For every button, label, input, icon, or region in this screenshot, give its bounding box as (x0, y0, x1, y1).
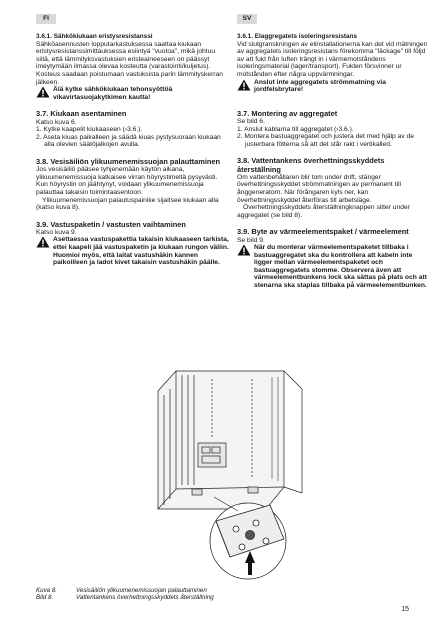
warning-note (36, 86, 229, 101)
section-body: Ylikuumenemissuojan palautuspainike sijaitsee kiukaan alla (katso kuva 8). (36, 196, 219, 212)
warning-text: Asettaessa vastuspakettia takaisin kiukaaseen tarkista, ettei kaapeli jää vastuspaketin ja kiukaan rungon väliin. Huomioi myös, että laitat vastushäkin kannen paikoilleen ja ladot kivet takaisin vastushäkin päälle. (53, 236, 229, 267)
section-body: Sähköasennusten lopputarkastuksessa saattaa kiukaan eristysresistanssimittauksessa esiintyä "vuotoa", mikä johtuu siitä, että lämmityksvastuksien eristeaineeseen on päässyt imeytymään ilmassa olevaa kosteutta (varastointi/kuljetus). Kosteus saadaan poistumaan vastuksista parin lämmityskerran jälkeen. (36, 40, 223, 86)
caption-text: Vesisäiliön ylikuumenemissuojan palauttaminen (76, 587, 207, 594)
section-body: Jos vesisäiliö pääsee tyhjenemään käytön aikana, ylikuumenemissuoja katkaisee virran höyrystimeltä pysyvästi. Kun höyrystin on jäähtynyt, voidaan ylikuumenemissuoja palauttaa takaisin toimintaasentoon. (36, 166, 218, 196)
section-title: 3.7. Montering av aggregatet (237, 108, 338, 118)
reset-button-icon (246, 531, 255, 540)
section-fi-3-7 (36, 110, 229, 149)
column-sv (237, 33, 430, 290)
warning-text: Anslut inte aggregatets strömmatning via jordfelsbrytare! (254, 78, 386, 94)
section-sv-3-7 (237, 110, 430, 149)
section-title: 3.9. Byte av värmeelementspaket / värmeelement (237, 227, 409, 237)
lang-tab-fi: FI (36, 14, 56, 24)
warning-note (36, 236, 229, 266)
list-item: 1. Anslut kablarna till aggregatet (›3.6.). (237, 125, 354, 133)
column-fi (36, 33, 229, 267)
list-item: 1. Kytke kaapelit kiukaaseen (›3.6.). (36, 126, 143, 134)
warning-note (237, 244, 430, 290)
list-item: 2. Montera bastuaggregatet och justera det med hjälp av de justerbara fötterna så att det står rakt i vertikalled. (237, 133, 414, 148)
list-item: 2. Aseta kiuas paikalleen ja säädä kiuas pystysuoraan kiukaan alla olevien säätöjalkojen avulla. (36, 133, 221, 149)
section-sv-3-6-1 (237, 33, 430, 94)
section-fi-3-9 (36, 221, 229, 267)
warning-icon (237, 244, 251, 256)
section-body: Se bild 9. (237, 236, 265, 244)
caption-label: Kuva 8. (36, 587, 57, 594)
page-number: 15 (401, 606, 409, 613)
section-fi-3-8 (36, 158, 229, 212)
section-body: Överhettningsskyddets återställningknappen sitter under aggregatet (se bild 8). (237, 204, 410, 219)
section-title: 3.8. Vesisäiliön ylikuumenemissuojan palauttaminen (36, 156, 221, 166)
section-sv-3-9 (237, 228, 430, 289)
section-sv-3-8 (237, 157, 430, 219)
warning-text: När du monterar värmeelementspaketet tillbaka i bastuaggregatet ska du kontrollera att kabeln inte ligger mellan värmeelementspaketet och bastuaggregatets stomme. Observera även att värmeelementbunkens lock ska sättas på plats och att stenarna ska staplas tillbaka på värmeelementbunken. (254, 244, 427, 290)
warning-icon (36, 86, 50, 98)
warning-text: Älä kytke sähkökiukaan tehonsyöttöä vikavirtasuojakytkimen kautta! (53, 86, 173, 101)
section-body: Katso kuva 9. (36, 228, 77, 236)
section-body: Vid slutgranskningen av elinstallationerna kan det vid mätningen av aggregatets isoleringsresistans förekomma "läckage" till följd av att fukt från luften trängt in i värmemotståndens isoleringsmaterial (lager/transport). Fukten försvinner ur motstånden efter några uppvärmningar. (237, 40, 428, 78)
section-body: Om vattenbehållaren blir tom under drift, stänger överhettningsskyddet strömmatningen av permanent till ånggeneratorn. När förångaren kyls ner, kan överhettningsskyddet återföras till arbetsläge. (237, 173, 401, 204)
lang-tab-sv: SV (237, 14, 257, 24)
warning-note (237, 79, 430, 94)
caption-label: Bild 8. (36, 594, 54, 601)
section-body: Katso kuva 6. (36, 118, 77, 126)
section-body: Se bild 6. (237, 117, 265, 125)
warning-icon (237, 79, 251, 91)
section-title: 3.7. Kiukaan asentaminen (36, 109, 127, 119)
section-title: 3.8. Vattentankens överhettningsskyddets återställning (237, 156, 385, 174)
figure-caption (36, 587, 214, 601)
section-title: 3.6.1. Elaggregatets isoleringsresistans (237, 33, 358, 40)
heater-reset-illustration (152, 369, 312, 582)
section-title: 3.9. Vastuspaketin / vastusten vaihtaminen (36, 219, 186, 229)
section-fi-3-6-1 (36, 33, 229, 101)
section-title: 3.6.1. Sähkökiukaan eristysresistanssi (36, 33, 153, 40)
warning-icon (36, 236, 50, 248)
caption-text: Vattentankens överhettningsskyddets återställning (76, 594, 214, 601)
